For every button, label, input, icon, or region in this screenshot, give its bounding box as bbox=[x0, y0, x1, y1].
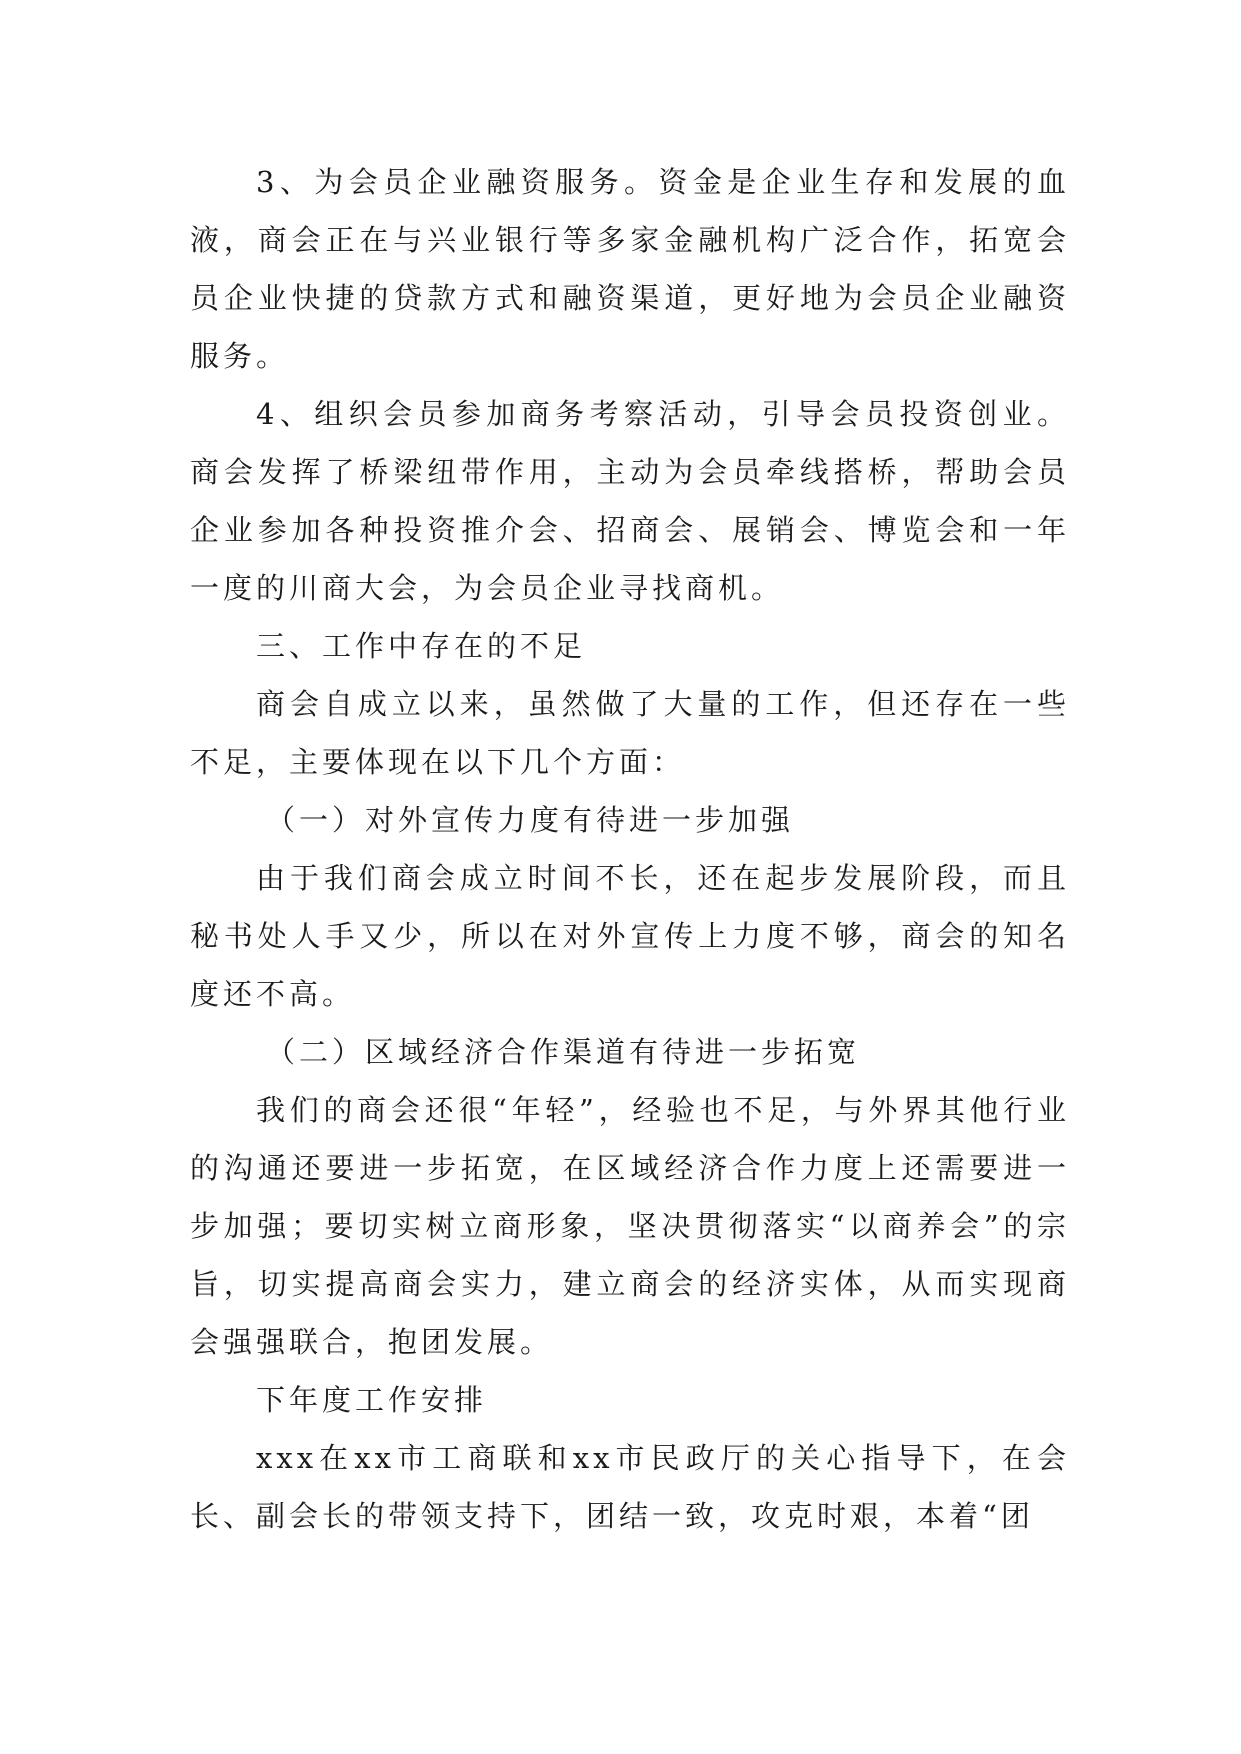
subheading-publicity: （一）对外宣传力度有待进一步加强 bbox=[266, 803, 795, 837]
paragraph-business-inspection: 4、组织会员参加商务考察活动，引导会员投资创业。商会发挥了桥梁纽带作用，主动为会员牵线搭桥，帮助会员企业参加各种投资推介会、招商会、展销会、博览会和一年一度的川商大会，为会员企业寻找商机。 bbox=[190, 397, 1070, 605]
document-body bbox=[190, 153, 1070, 1545]
paragraph-next-year-plan: xxx在xx市工商联和xx市民政厅的关心指导下，在会长、副会长的带领支持下，团结一致，攻克时艰，本着“团 bbox=[190, 1441, 1070, 1533]
paragraph-shortcomings-intro: 商会自成立以来，虽然做了大量的工作，但还存在一些不足，主要体现在以下几个方面： bbox=[190, 687, 1070, 779]
paragraph-regional-cooperation: 我们的商会还很“年轻”，经验也不足，与外界其他行业的沟通还要进一步拓宽，在区域经济合作力度上还需要进一步加强；要切实树立商形象，坚决贯彻落实“以商养会”的宗旨，切实提高商会实力，建立商会的经济实体，从而实现商会强强联合，抱团发展。 bbox=[190, 1093, 1070, 1359]
paragraph-financing-service: 3、为会员企业融资服务。资金是企业生存和发展的血液，商会正在与兴业银行等多家金融机构广泛合作，拓宽会员企业快捷的贷款方式和融资渠道，更好地为会员企业融资服务。 bbox=[190, 165, 1070, 373]
section-heading-shortcomings: 三、工作中存在的不足 bbox=[256, 629, 587, 663]
subheading-regional-cooperation: （二）区域经济合作渠道有待进一步拓宽 bbox=[266, 1035, 861, 1069]
paragraph-publicity: 由于我们商会成立时间不长，还在起步发展阶段，而且秘书处人手又少，所以在对外宣传上力度不够，商会的知名度还不高。 bbox=[190, 861, 1070, 1011]
section-heading-next-year-plan: 下年度工作安排 bbox=[256, 1383, 488, 1417]
